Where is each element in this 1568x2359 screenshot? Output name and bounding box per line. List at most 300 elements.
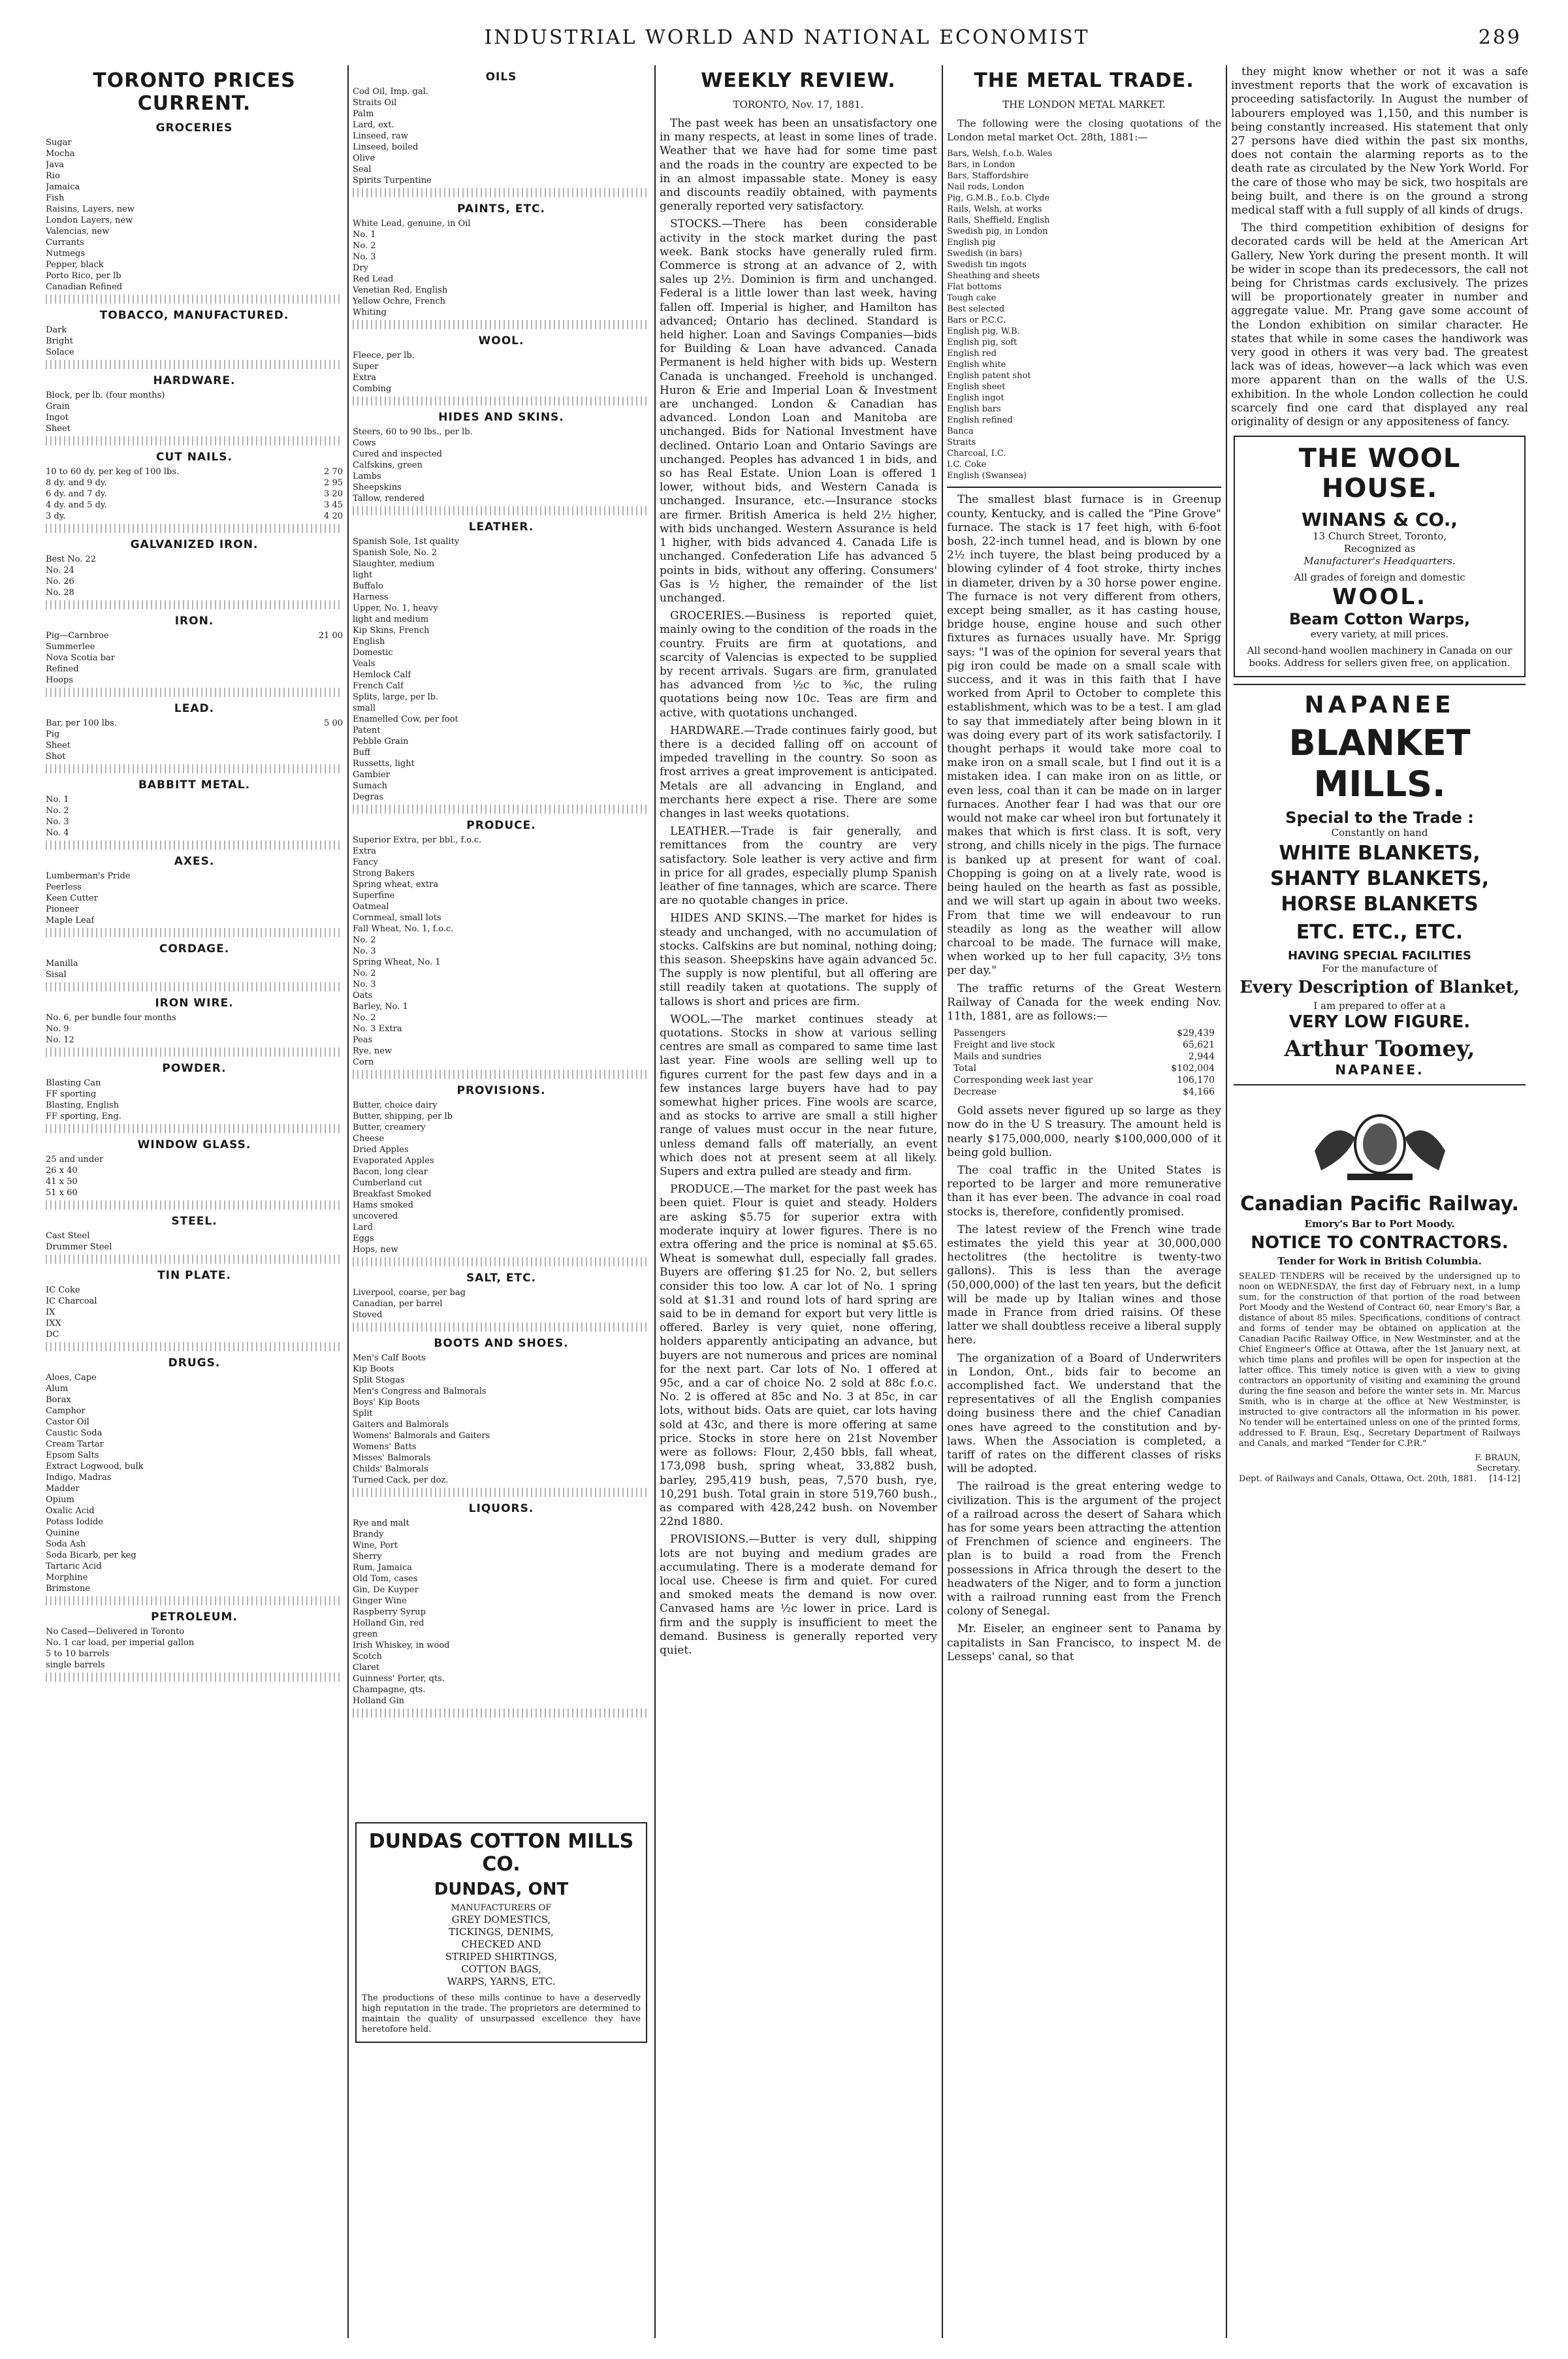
price-row [353,857,650,868]
price-value [646,758,650,769]
price-row [353,1200,650,1211]
wool-house-variety: every variety, at mill prices. [1310,628,1449,641]
price-row [46,1165,343,1176]
wool-house-warps: Beam Cotton Warps, [1288,610,1471,629]
price-row [353,979,650,990]
price-row [353,592,650,603]
price-item: Cows [353,438,376,448]
price-item: No. 2 [46,806,69,816]
price-row [46,466,343,477]
price-value [646,570,650,581]
price-value [646,449,650,460]
price-item: No. 26 [46,577,74,586]
price-item: Drummer Steel [46,1242,112,1252]
prices2-list [353,65,650,1816]
napanee-special: Special to the Trade : [1285,809,1474,827]
price-item: Butter, choice dairy [353,1100,438,1110]
traffic-row [953,1086,1215,1098]
price-value [339,1450,343,1461]
price-item: Slaughter, medium [353,559,435,569]
column-rule [347,65,349,2338]
cpr-sign: F. BRAUN, [1475,1453,1520,1464]
price-row [46,1089,343,1100]
price-item: Raisins, Layers, new [46,204,135,214]
metal-price-row [947,348,1221,359]
price-row [353,1573,650,1584]
price-item: light and medium [353,615,429,624]
price-row [353,153,650,164]
price-value [646,1684,650,1695]
price-item: Scotch [353,1652,382,1661]
metal-value [1217,270,1221,281]
traffic-returns-table [953,1027,1215,1098]
price-item: 5 to 10 barrels [46,1649,110,1659]
price-item: Extra [353,373,377,383]
price-row [46,1176,343,1187]
metal-item: Best selected [947,304,1005,315]
price-value [339,170,343,182]
price-row [46,1660,343,1671]
price-value [339,1583,343,1594]
price-value: 3 20 [324,489,343,499]
price-value [646,1640,650,1651]
price-value [646,482,650,493]
price-row [46,1296,343,1307]
price-item: No. 3 [353,980,376,989]
metal-price-row [947,204,1221,215]
price-row [46,1035,343,1046]
price-row [353,868,650,879]
price-section-heading: DRUGS. [168,1356,221,1370]
price-item: Spanish Sole, 1st quality [353,537,460,547]
price-item: Olive [353,153,376,163]
price-value [646,383,650,394]
price-row [46,137,343,148]
metal-price-row [947,182,1221,193]
price-value [646,1695,650,1707]
price-item: Fleece, per lb. [353,351,415,361]
price-row [353,946,650,957]
metal-price-row [947,159,1221,170]
price-row [353,1133,650,1144]
price-item: Peerless [46,882,82,892]
price-item: Patent [353,726,381,735]
review-paragraph: PROVISIONS.—Butter is very dull, shipping lots are not buying and medium grades are accumulating. There is a moderate demand for local use. Cheese is firm and quiet. For cured and smoked meats the demand is now over. Canvased hams are ½c lower in price. Lard is firm and the supply is insufficient to meet the demand. Business is generally reported very quiet. [660,1533,937,1657]
price-row [353,1430,650,1441]
price-value [339,1230,343,1242]
price-row [46,248,343,259]
metal-price-row [947,448,1221,459]
price-value [646,846,650,857]
dundas-lines [362,1914,641,1988]
price-row [46,794,343,805]
traffic-item: Total [953,1063,977,1074]
price-value [646,558,650,570]
metal-item: English pig [947,238,996,248]
price-row [353,736,650,747]
prices-list [46,121,343,1682]
price-item: Cumberland cut [353,1178,423,1188]
price-value [646,935,650,946]
price-value [339,1154,343,1165]
metal-value [1217,393,1221,404]
napanee-facilities: HAVING SPECIAL FACILITIES [1287,949,1471,963]
price-value [646,1189,650,1200]
weekly-review-text [660,117,937,1658]
price-value [646,1419,650,1430]
price-value [646,1001,650,1012]
metal-price-row [947,359,1221,370]
wool-house-hq: Manufacturer's Headquarters. [1304,555,1456,568]
price-row [353,990,650,1001]
price-row [353,1364,650,1375]
price-value [646,438,650,449]
price-value: 2 70 [324,467,343,477]
price-item: Canadian Refined [46,282,123,292]
metal-price-row [947,437,1221,448]
price-value [646,792,650,803]
price-row [353,1100,650,1111]
price-value [646,1529,650,1540]
price-row [353,1596,650,1607]
price-row [46,204,343,215]
price-row [46,1461,343,1472]
illegible-price-line [46,295,343,304]
price-item: Ginger Wine [353,1596,407,1606]
price-value [646,780,650,792]
price-value [646,274,650,285]
price-value [646,1562,650,1573]
price-row [46,325,343,336]
price-value [339,904,343,915]
price-item: White Lead, genuine, in Oil [353,219,471,229]
price-item: Buffalo [353,581,383,591]
price-row [353,1386,650,1397]
illegible-price-line [46,436,343,445]
price-item: No. 2 [353,1013,376,1023]
price-item: Brimstone [46,1584,91,1594]
price-value [646,1111,650,1122]
wool-house-title: THE WOOL HOUSE. [1298,443,1461,504]
price-row [46,1583,343,1594]
illegible-price-line [46,360,343,369]
price-value [339,1494,343,1505]
price-row [46,1012,343,1023]
price-value [646,957,650,968]
wool-house-ad [1234,436,1526,677]
price-item: Dried Apples [353,1145,409,1155]
price-item: Champagne, qts. [353,1685,426,1695]
cpr-sub: Emory's Bar to Port Moody. [1304,1218,1455,1230]
price-value [646,307,650,318]
dundas-note: The productions of these mills continue to have a deservedly high reputation in the trade. The proprietors are determined to maintain the quality of unsurpassed excellence they have heretofore held. [362,1993,641,2034]
price-value [339,204,343,215]
price-item: Lumberman's Pride [46,871,131,881]
price-section-heading: BOOTS AND SHOES. [434,1337,569,1350]
metal-value [1217,337,1221,348]
price-item: green [353,1629,378,1639]
price-value [339,1572,343,1583]
price-row [353,120,650,131]
price-row [353,1618,650,1629]
metal-price-row [947,226,1221,237]
price-value [339,587,343,598]
price-item: No. 4 [46,828,69,838]
column-rule [654,65,656,2338]
price-item: IXX [46,1319,61,1328]
metal-value [1217,381,1221,393]
price-value [646,1012,650,1023]
price-row [353,1035,650,1046]
price-row [46,1100,343,1111]
price-value: 21 00 [318,631,343,641]
price-row [353,669,650,681]
price-row [46,1383,343,1394]
napanee-constantly: Constantly on hand [1331,827,1428,839]
price-row [46,1494,343,1505]
price-row [353,1475,650,1486]
price-row [353,471,650,482]
illegible-price-line [353,1709,650,1718]
price-row [353,714,650,725]
price-item: No. 1 car load, per imperial gallon [46,1638,195,1648]
napanee-blanket-line: HORSE BLANKETS [1281,893,1479,916]
price-value [339,1472,343,1483]
price-row [353,460,650,471]
price-row [353,747,650,758]
price-row [353,1695,650,1707]
price-item: Spring Wheat, No. 1 [353,957,441,967]
price-row [353,1607,650,1618]
price-row [46,1505,343,1517]
metal-value [1217,237,1221,248]
price-value [646,1144,650,1155]
metal-trade-column [947,65,1221,2338]
metal-item: Bars or P.C.C. [947,315,1006,326]
price-value [339,1626,343,1637]
metal-value [1217,326,1221,337]
illegible-price-line [46,1200,343,1210]
price-item: Seal [353,165,372,174]
price-item: Rio [46,171,60,181]
price-value [646,263,650,274]
illegible-price-line [353,320,650,329]
price-row [353,625,650,636]
price-item: Degras [353,792,384,802]
metal-item: Charcoal, I.C. [947,449,1006,459]
price-item: Extra [353,846,377,856]
illegible-price-line [353,396,650,406]
price-row [353,692,650,703]
price-value [646,1430,650,1441]
metal-paragraph: The railroad is the great entering wedge to civilization. This is the argument of the project of a railroad across the desert of Sahara which has for some years been attracting the attention of Frenchmen of science and engineers. The plan is to build a road from the French possessions in Africa through the desert to the headwaters of the Niger, and to form a junction with a railroad running east from the French colony of Senegal. [947,1480,1221,1618]
price-row [353,835,650,846]
review-paragraph: PRODUCE.—The market for the past week has been quiet. Flour is quiet and steady. Holders are asking $5.75 for superior extra with moderate inquiry at lower figures. There is no extra offering and the price is nominal at $5.65. Wheat is somewhat dull, especially fall grades. Buyers are offering $1.25 for No. 2, but sellers consider this too low. A car lot of No. 1 spring sold at $1.31 and round lots of hard spring are said to be in demand for export but very little is offered. Barley is very quiet, none offering, holders apparently anticipating an advance, but buyers are not numerous and prices are nominal for the next part. Car lots of No. 1 offered at 95c, and a car of choice No. 2 sold at 88c f.o.c. No. 2 is offered at 85c and No. 3 at 85c, in car lots, without bids. Oats are quiet, car lots having sold at 43c, and there is more offering at same price. Stocks in store here on 21st November were as follows: Flour, 2,450 bbls, fall wheat, 173,098 bush, spring wheat, 33,882 bush, barley, 295,419 bush, peas, 7,570 bush, rye, 10,291 bush. Total grain in store 519,760 bush., as compared with 428,242 bush. on November 22nd 1880. [660,1183,937,1529]
price-item: Spirits Turpentine [353,176,432,185]
price-value [646,658,650,669]
price-value: 4 20 [324,511,343,521]
price-value [339,1439,343,1450]
price-row [353,1012,650,1023]
price-value [339,248,343,259]
price-item: No. 3 [353,252,376,262]
price-row [353,536,650,547]
price-section-heading: WOOL. [478,334,524,347]
price-item: No. 28 [46,588,74,598]
price-value [646,153,650,164]
price-value [646,1629,650,1640]
price-value [339,729,343,740]
price-item: Old Tom, cases [353,1574,418,1584]
price-row [46,1572,343,1583]
price-section-heading: TOBACCO, MANUFACTURED. [99,309,289,322]
price-row [46,1285,343,1296]
price-value [339,1648,343,1660]
price-row [46,259,343,270]
price-value [339,325,343,336]
price-value [339,1089,343,1100]
price-row [353,1166,650,1178]
metal-paragraph: Gold assets never figured up so large as they now do in the U S treasury. The amount held is nearly $175,000,000, nearly $100,000,000 of it being gold bullion. [947,1104,1221,1159]
metal-item: I.C. Coke [947,460,987,470]
dundas-place: DUNDAS, ONT [434,1880,569,1899]
price-row [353,1551,650,1562]
price-item: Cast Steel [46,1231,90,1241]
illegible-price-line [46,1048,343,1057]
price-item: Sheet [46,741,71,750]
price-row [46,281,343,293]
metal-value [1217,348,1221,359]
price-value [646,285,650,296]
metal-value [1217,182,1221,193]
price-row [46,1405,343,1417]
price-row [353,1111,650,1122]
metal-value [1217,170,1221,182]
price-item: Cured and inspected [353,449,442,459]
price-item: Soda Ash [46,1539,86,1549]
price-row [353,1584,650,1596]
price-item: No. 3 [353,946,376,956]
running-head [46,26,1528,59]
illegible-price-line [353,1257,650,1266]
price-value [339,805,343,816]
price-row [353,1144,650,1155]
price-item: Spring wheat, extra [353,880,439,890]
price-item: Rum, Jamaica [353,1563,412,1573]
price-section-heading: PROVISIONS. [456,1084,546,1097]
price-row [353,108,650,120]
price-value [646,614,650,625]
metal-item: Swedish tin ingots [947,260,1027,270]
price-item: Upper, No. 1, heavy [353,603,438,613]
price-value [646,1244,650,1255]
price-row [46,958,343,969]
price-row [46,412,343,423]
price-item: Aloes, Cape [46,1373,97,1383]
price-row [46,969,343,980]
price-item: Solace [46,347,74,357]
price-value [646,97,650,108]
price-item: FF sporting [46,1089,97,1099]
price-row [46,336,343,347]
price-row [353,1023,650,1035]
price-row [353,1562,650,1573]
price-item: Calfskins, green [353,460,423,470]
metal-value [1217,359,1221,370]
illegible-price-line [46,688,343,697]
price-value [339,641,343,652]
price-value [646,1573,650,1584]
price-row [353,769,650,780]
price-row [46,159,343,170]
price-value [646,1540,650,1551]
price-value [646,1178,650,1189]
traffic-item: Mails and sundries [953,1051,1042,1063]
price-row [46,904,343,915]
price-value [339,1165,343,1176]
price-value [339,1307,343,1318]
price-item: Summerlee [46,642,95,652]
traffic-item: Freight and live stock [953,1040,1055,1051]
price-item: Boys' Kip Boots [353,1398,420,1407]
metal-paragraph: The organization of a Board of Underwriters in London, Ont., bids fair to become an accomplished fact. We understand that the representatives of all the English companies doing business there and the chief Canadian ones have agreed to the constitution and by-laws. When the Association is completed, a tariff of rates on the different classes of risks will be adopted. [947,1351,1221,1476]
metal-price-row [947,315,1221,326]
price-value [646,547,650,558]
price-row [46,270,343,281]
price-item: Sheet [46,424,71,434]
metal-trade-subtitle: THE LONDON METAL MARKET. [1002,99,1166,110]
price-item: Split Stogas [353,1375,405,1385]
price-row [46,1550,343,1561]
price-row [353,1298,650,1309]
price-section-heading: TIN PLATE. [157,1269,231,1282]
price-item: 51 x 60 [46,1188,78,1198]
price-row [353,1441,650,1452]
price-value [339,1517,343,1528]
price-row [46,1428,343,1439]
price-row [46,477,343,489]
price-value [339,576,343,587]
price-item: Evaporated Apples [353,1156,434,1166]
napanee-for-manufacture: For the manufacture of [1322,963,1437,975]
price-row [46,1417,343,1428]
price-item: No. 2 [353,241,376,251]
price-item: No. 2 [353,935,376,945]
price-item: No. 2 [353,969,376,978]
price-item: Sherry [353,1552,382,1562]
price-item: Eggs [353,1234,374,1244]
price-row [353,263,650,274]
price-item: Hams smoked [353,1200,413,1210]
metal-price-row [947,393,1221,404]
price-row [353,912,650,923]
traffic-row [953,1063,1215,1074]
price-value [339,1111,343,1122]
price-value [339,1483,343,1494]
price-value [646,1122,650,1133]
price-value [646,1287,650,1298]
price-value [339,1296,343,1307]
price-row [353,547,650,558]
price-row [353,1178,650,1189]
metal-item: Swedish (in bars) [947,249,1023,259]
price-item: Indigo, Madras [46,1473,112,1483]
metal-paragraph: The smallest blast furnace is in Greenup county, Kentucky, and is called the "Pine Grove" furnace. The stack is 17 feet high, with 6-foot bosh, 22-inch tunnel head, and is blown by one 2½ inch tuyere, the blast being produced by a blowing cylinder of 4 foot stroke, thirty inches in diameter, driven by a 30 horse power engine. The furnace is not very different from others, except being smaller, as it has casting house, bridge house, engine house and such other fixtures as furnaces usually have. Mr. Sprigg says: "I was of the opinion for several years that pig iron could be made on a small scale with success, and it was in this faith that I have worked from April to October to complete this establishment, which was to be a test. I am glad to say that immediately after being blown in it was doing every part of its work satisfactorily. I thought perhaps it would take more coal to make iron on a small scale, but I find out it is a mistaken idea. I can make iron on as little, or even less, coal than it can be made on in larger furnaces. Another fear I had was that our ore would not make car wheel iron but fortunately it makes that which is first class. It is soft, very strong, and chills nicely in the pigs. The furnace is banked up at present for want of coal. Chopping is going on at a lively rate, wood is being hauled on the hearth as fast as possible, and we will start up again in about two weeks. From that time we will endeavour to run steadily as long as the weather will allow charcoal to be made. The furnace will make, when worked up to her full capacity, 3½ tons per day." [947,493,1221,978]
price-item: 3 dy. [46,511,66,521]
price-row [353,703,650,714]
cpr-title: Canadian Pacific Railway. [1240,1193,1519,1216]
price-value [646,1023,650,1035]
